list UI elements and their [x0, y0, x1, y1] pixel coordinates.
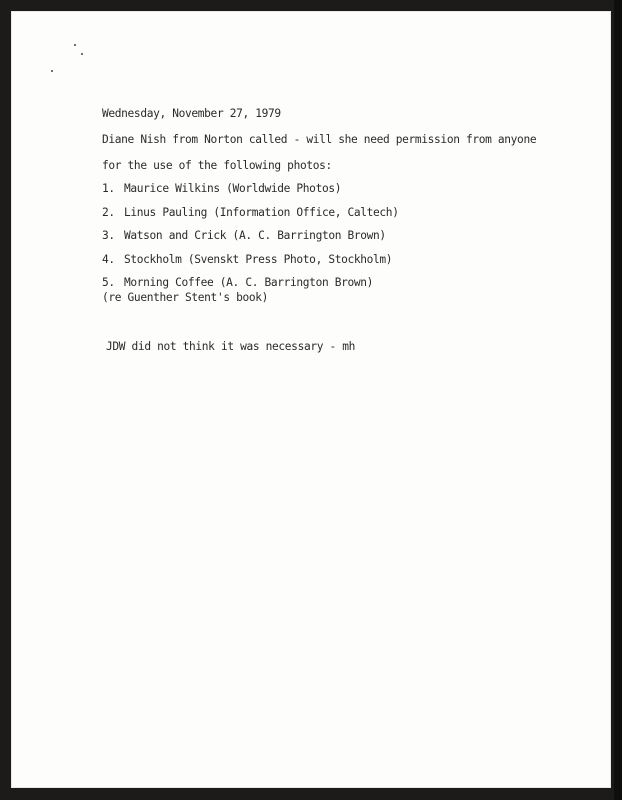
list-item-text: Stockholm (Svenskt Press Photo, Stockholm)	[124, 253, 393, 266]
scan-edge-strip	[614, 0, 622, 800]
photo-list-item	[102, 253, 392, 267]
photo-list-item	[102, 229, 386, 243]
memo-intro-line-1: Diane Nish from Norton called - will she need permission from anyone	[102, 133, 537, 146]
list-item-number: 1.	[102, 182, 115, 195]
photo-list-item	[102, 276, 373, 290]
list-item-text: Morning Coffee (A. C. Barrington Brown)	[124, 276, 374, 289]
memo-date: Wednesday, November 27, 1979	[102, 107, 281, 120]
memo-intro-line-2: for the use of the following photos:	[102, 159, 332, 172]
paper-speck	[51, 70, 53, 72]
photo-list-item	[102, 182, 341, 196]
list-item-text: Watson and Crick (A. C. Barrington Brown)	[124, 229, 386, 242]
closing-note: JDW did not think it was necessary - mh	[106, 340, 356, 353]
item-5-note: (re Guenther Stent's book)	[102, 291, 269, 304]
list-item-text: Maurice Wilkins (Worldwide Photos)	[124, 182, 342, 195]
list-item-number: 5.	[102, 276, 115, 289]
paper-sheet	[11, 11, 611, 788]
list-item-number: 2.	[102, 206, 115, 219]
photo-list-item	[102, 206, 399, 220]
list-item-number: 3.	[102, 229, 115, 242]
paper-speck	[74, 44, 76, 46]
memo-text-block	[102, 107, 537, 353]
paper-speck	[81, 53, 83, 55]
list-item-text: Linus Pauling (Information Office, Caltech)	[124, 206, 399, 219]
list-item-number: 4.	[102, 253, 115, 266]
